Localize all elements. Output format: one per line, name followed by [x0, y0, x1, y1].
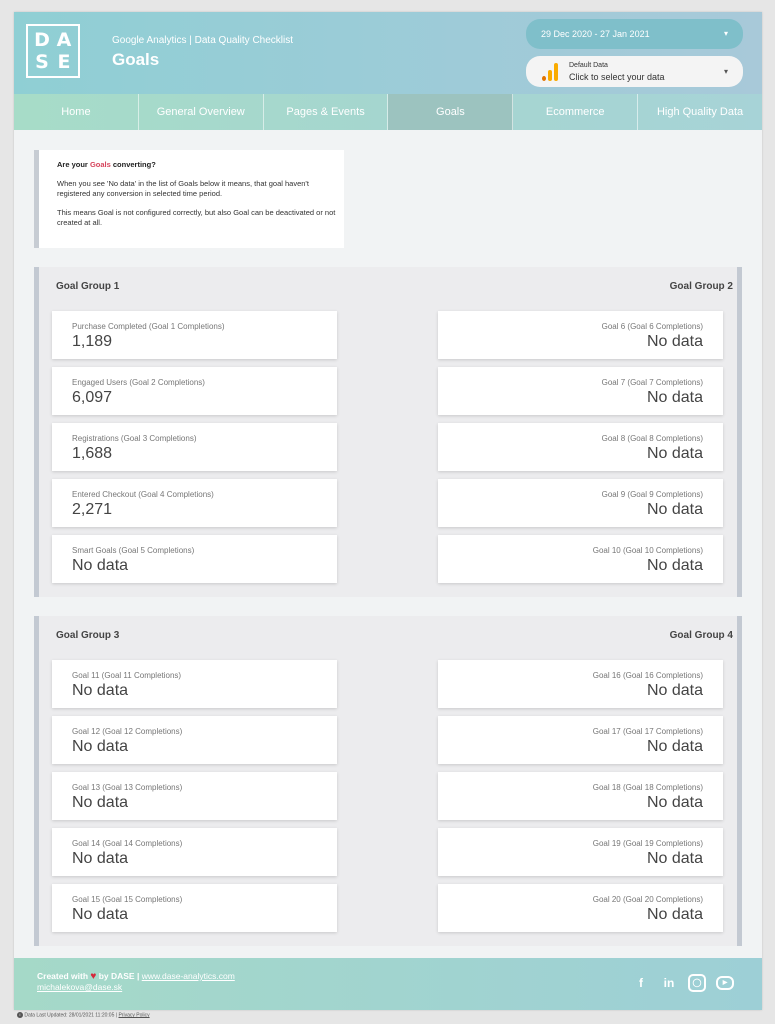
scorecard	[52, 772, 337, 820]
scorecard-label: Goal 14 (Goal 14 Completions)	[72, 839, 183, 848]
dase-logo	[26, 24, 80, 78]
scorecard	[438, 884, 723, 932]
scorecard-value: No data	[72, 850, 129, 867]
question-text: Are your	[57, 160, 90, 169]
chevron-down-icon: ▾	[723, 29, 728, 38]
scorecard-label: Goal 18 (Goal 18 Completions)	[592, 783, 703, 792]
scorecard-value: No data	[646, 389, 703, 406]
scorecard-label: Goal 17 (Goal 17 Completions)	[592, 727, 703, 736]
group-title: Goal Group 2	[669, 281, 733, 292]
chevron-down-icon: ▾	[723, 67, 728, 76]
date-range-control[interactable]	[526, 19, 743, 49]
facebook-icon[interactable]: f	[639, 976, 643, 990]
tab-general-overview[interactable]: General Overview	[139, 94, 264, 130]
scorecard-label: Goal 10 (Goal 10 Completions)	[592, 546, 703, 555]
email-link[interactable]: michalekova@dase.sk	[37, 982, 123, 992]
scorecard	[438, 772, 723, 820]
info-paragraph: When you see 'No data' in the list of Goals below it means, that goal haven't registered any conversion in selected time period.	[57, 179, 309, 198]
scorecard-label: Goal 6 (Goal 6 Completions)	[601, 322, 703, 331]
scorecard-label: Goal 15 (Goal 15 Completions)	[72, 895, 183, 904]
date-range-value: 29 Dec 2020 - 27 Jan 2021	[541, 29, 650, 39]
info-icon: i	[17, 1012, 23, 1018]
scorecard-label: Goal 11 (Goal 11 Completions)	[72, 671, 182, 680]
goal-groups-3-4	[34, 616, 742, 946]
logo-letter: D	[34, 29, 50, 51]
scorecard-label: Engaged Users (Goal 2 Completions)	[72, 378, 205, 387]
info-question	[57, 160, 344, 170]
logo-letter: A	[56, 29, 72, 51]
instagram-icon[interactable]: ◯	[688, 974, 706, 992]
scorecard-value: 6,097	[72, 389, 113, 406]
scorecard	[52, 716, 337, 764]
scorecard-label: Goal 16 (Goal 16 Completions)	[592, 671, 703, 680]
question-text: converting?	[110, 160, 156, 169]
info-paragraph: This means Goal is not configured correctly, but also Goal can be deactivated or not created at all.	[57, 208, 336, 227]
scorecard-label: Purchase Completed (Goal 1 Completions)	[72, 322, 225, 331]
separator: |	[115, 1012, 118, 1019]
footer-credit	[37, 971, 235, 993]
scorecard-label: Goal 19 (Goal 19 Completions)	[592, 839, 703, 848]
scorecard-label: Goal 8 (Goal 8 Completions)	[601, 434, 703, 443]
heart-icon: ♥	[90, 971, 97, 982]
scorecard-label: Entered Checkout (Goal 4 Completions)	[72, 490, 214, 499]
group-title: Goal Group 4	[669, 630, 733, 641]
goal-groups-1-2	[34, 267, 742, 597]
scorecard-value: No data	[646, 738, 703, 755]
scorecard	[52, 535, 337, 583]
tab-ecommerce[interactable]: Ecommerce	[513, 94, 638, 130]
google-analytics-icon	[542, 63, 558, 81]
tab-home[interactable]: Home	[14, 94, 139, 130]
scorecard-value: No data	[646, 501, 703, 518]
linkedin-icon[interactable]: in	[663, 976, 675, 990]
report-subtitle: Google Analytics | Data Quality Checklist	[112, 35, 294, 46]
scorecard-label: Goal 7 (Goal 7 Completions)	[601, 378, 703, 387]
tab-pages-events[interactable]: Pages & Events	[264, 94, 389, 130]
last-updated-bar	[17, 1012, 150, 1018]
scorecard-value: 1,688	[72, 445, 113, 462]
scorecard-label: Goal 13 (Goal 13 Completions)	[72, 783, 183, 792]
privacy-policy-link[interactable]: Privacy Policy	[118, 1012, 150, 1019]
tab-high-quality-data[interactable]: High Quality Data	[656, 106, 744, 118]
scorecard	[52, 660, 337, 708]
website-link[interactable]: www.dase-analytics.com	[141, 971, 235, 981]
scorecard-label: Registrations (Goal 3 Completions)	[72, 434, 197, 443]
scorecard	[438, 367, 723, 415]
scorecard-label: Goal 12 (Goal 12 Completions)	[72, 727, 183, 736]
scorecard	[438, 479, 723, 527]
youtube-icon[interactable]: ▶	[716, 976, 734, 990]
scorecard-value: No data	[646, 794, 703, 811]
scorecard-value: No data	[646, 906, 703, 923]
scorecard-value: No data	[646, 557, 703, 574]
report-header	[14, 12, 762, 94]
logo-letter: S	[35, 51, 49, 73]
social-links	[632, 974, 734, 992]
scorecard-value: No data	[646, 682, 703, 699]
report-footer	[14, 958, 762, 1010]
scorecard	[438, 660, 723, 708]
group-title: Goal Group 3	[56, 630, 120, 641]
info-box	[34, 150, 344, 248]
scorecard-value: No data	[72, 906, 129, 923]
page-navigation	[14, 94, 762, 130]
scorecard	[438, 828, 723, 876]
scorecard	[438, 311, 723, 359]
logo-letter: E	[57, 51, 71, 73]
scorecard-value: No data	[72, 557, 129, 574]
data-source-control[interactable]	[526, 56, 743, 87]
scorecard-label: Goal 20 (Goal 20 Completions)	[592, 895, 703, 904]
scorecard	[52, 828, 337, 876]
group-title: Goal Group 1	[56, 281, 120, 292]
created-by-text: by DASE |	[98, 971, 140, 981]
data-source-hint: Click to select your data	[569, 72, 665, 82]
scorecard-value: No data	[72, 794, 129, 811]
last-updated-text: Data Last Updated: 28/01/2021 11:20:05	[24, 1012, 115, 1019]
scorecard-value: No data	[646, 850, 703, 867]
scorecard	[52, 367, 337, 415]
scorecard-value: 2,271	[72, 501, 113, 518]
scorecard-value: No data	[72, 682, 129, 699]
scorecard	[438, 535, 723, 583]
scorecard	[52, 884, 337, 932]
scorecard	[52, 423, 337, 471]
data-source-name: Default Data	[569, 62, 608, 69]
scorecard	[52, 479, 337, 527]
scorecard	[52, 311, 337, 359]
created-with-text: Created with	[37, 971, 89, 981]
tab-goals[interactable]: Goals	[388, 94, 513, 130]
question-highlight: Goals	[89, 160, 111, 169]
scorecard-value: 1,189	[72, 333, 113, 350]
report-page	[14, 12, 762, 1010]
scorecard-value: No data	[72, 738, 129, 755]
page-title: Goals	[112, 50, 160, 69]
scorecard	[438, 716, 723, 764]
scorecard-value: No data	[646, 333, 703, 350]
scorecard-label: Goal 9 (Goal 9 Completions)	[601, 490, 703, 499]
scorecard	[438, 423, 723, 471]
scorecard-label: Smart Goals (Goal 5 Completions)	[72, 546, 195, 555]
scorecard-value: No data	[646, 445, 703, 462]
